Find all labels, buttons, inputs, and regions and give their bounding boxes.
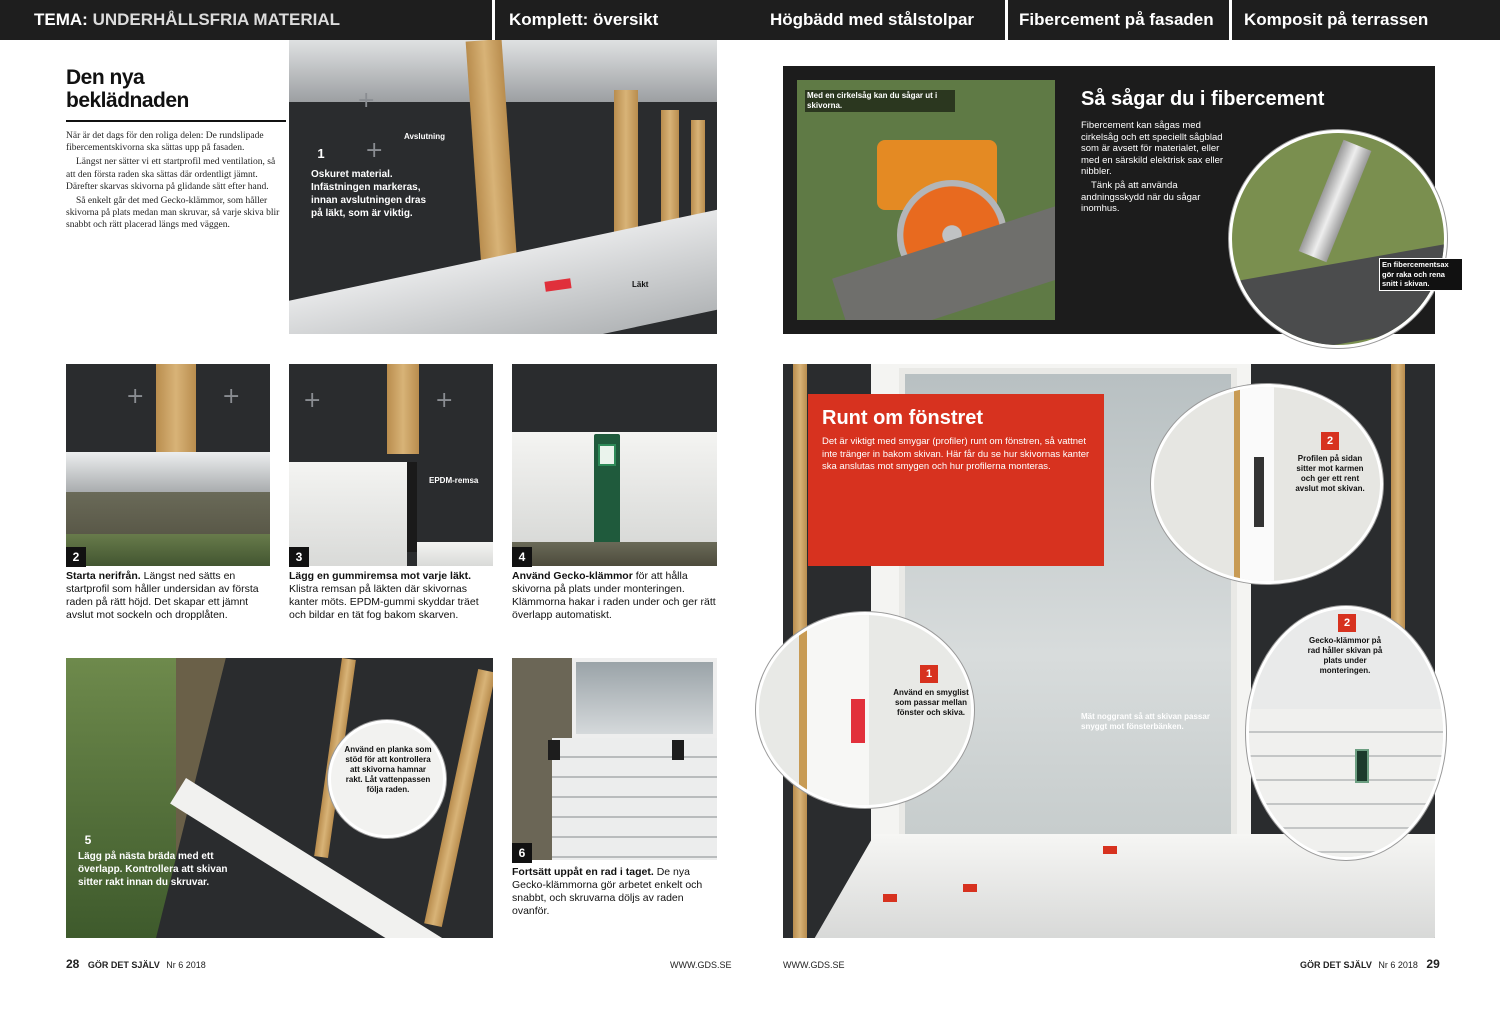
window-box-body: Det är viktigt med smygar (profiler) runt om fönstren, så vattnet inte tränger in bakom skivan. Här får du se hur skivornas kanter ska anslutas mot smygen och hur profilerna monteras.: [822, 436, 1090, 472]
ground: [512, 542, 717, 566]
intro-text: [66, 130, 281, 232]
clip-badge: [598, 444, 616, 466]
magazine-name: GÖR DET SJÄLV: [1300, 960, 1372, 970]
step2-photo: [66, 364, 270, 566]
step4-lead: Använd Gecko-klämmor: [512, 570, 633, 582]
magazine-name: GÖR DET SJÄLV: [87, 960, 160, 970]
red-tape: [1103, 846, 1117, 854]
fibercement-board: [417, 542, 493, 566]
window-bubble-1-text: Använd en smyglist som passar mellan fönster och skiva.: [893, 688, 969, 717]
step4-caption: [512, 570, 718, 622]
wrap-marking: +: [222, 384, 241, 409]
step5-bubble: [328, 720, 446, 838]
bubble-siding: [1249, 709, 1446, 860]
plants: [66, 534, 270, 566]
step-number: 1: [317, 146, 325, 161]
tema-title: UNDERHÅLLSFRIA MATERIAL: [92, 10, 340, 29]
nav-divider: [1229, 0, 1232, 40]
step6-photo: [512, 658, 717, 860]
gecko-clip: [548, 740, 560, 760]
wrap-marking: +: [365, 138, 384, 163]
saw-photo-caption: Med en cirkelsåg kan du sågar ut i skivorna.: [805, 90, 955, 112]
nav-tab-overview[interactable]: Komplett: översikt: [509, 10, 659, 29]
window-bubble-2b-number: 2: [1338, 614, 1356, 632]
bubble-profile: [1254, 457, 1264, 527]
starter-profile: [66, 452, 270, 492]
step1-label-b: Läkt: [632, 280, 649, 289]
issue-label: Nr 6 2018: [166, 960, 206, 970]
saw-photo: [797, 80, 1055, 320]
step4-text: för att hålla skivorna på plats under monteringen. Klämmorna hakar i raden under och ger rätt överlapp automatiskt.: [512, 570, 716, 621]
saw-inset-bubble: [1229, 130, 1447, 348]
intro-paragraph: Så enkelt går det med Gecko-klämmor, som håller skivorna på plats medan man skruvar, så varje skiva blir snabbt och rätt placerad längs med väggen.: [66, 196, 280, 231]
page-number-left: 28: [66, 957, 80, 971]
nav-tab-raised-bed[interactable]: Högbädd med stålstolpar: [770, 10, 975, 29]
batten: [614, 90, 638, 250]
step-number: 4: [512, 547, 532, 567]
title-rule: [66, 120, 286, 122]
step-number: 2: [66, 547, 86, 567]
step3-label: EPDM-remsa: [429, 476, 479, 485]
step1-text: Oskuret material. Infästningen markeras, innan avslutningen dras på läkt, som är viktig.: [311, 169, 427, 219]
step6-caption: [512, 866, 718, 918]
shrubs: [66, 658, 176, 938]
nav-divider: [492, 0, 495, 40]
title-line-2: beklädnaden: [66, 89, 189, 112]
wrap-marking: +: [126, 384, 145, 409]
page-number-right: 29: [1426, 957, 1440, 971]
wrap-marking: +: [435, 388, 454, 413]
window-info-box: [808, 394, 1104, 566]
window-bubble-1-number: 1: [920, 665, 938, 683]
nav-divider: [1005, 0, 1008, 40]
intro-paragraph: När är det dags för den roliga delen: De rundslipade fibercementskivorna ska sättas upp på fasaden.: [66, 131, 264, 154]
saw-box-paragraph: Fibercement kan sågas med cirkelsåg och ett speciellt sågblad som är avsett för materialet, eller med en särskild elektrisk sax eller nibbler.: [1081, 120, 1224, 178]
window-bubble-2b-text: Gecko-klämmor på rad håller skivan på plats under monteringen.: [1307, 636, 1383, 675]
step4-photo: [512, 364, 717, 566]
saw-box-title: Så sågar du i fibercement: [1081, 88, 1325, 110]
window-bubble-2a-number: 2: [1321, 432, 1339, 450]
step5-photo: [66, 658, 493, 938]
epdm-strip: [407, 462, 417, 552]
gecko-clip: [672, 740, 684, 760]
shears-tool: [1299, 140, 1372, 263]
window-row: [572, 658, 717, 738]
step3-lead: Lägg en gummiremsa mot varje läkt.: [289, 570, 472, 582]
footer-right: [1300, 957, 1440, 971]
footer-left-url[interactable]: WWW.GDS.SE: [670, 960, 732, 970]
article-title: [66, 66, 189, 112]
step2-lead: Starta nerifrån.: [66, 570, 141, 582]
step5-bubble-text: Använd en planka som stöd för att kontrollera att skivorna hamnar rakt. Låt vattenpassen följa raden.: [344, 745, 432, 794]
step3-caption: [289, 570, 495, 622]
step2-caption: [66, 570, 272, 622]
bubble-clip: [1355, 749, 1369, 783]
wrap-marking: +: [357, 88, 376, 113]
top-navigation: [0, 0, 1500, 40]
siding: [552, 738, 717, 860]
step3-text: Klistra remsan på läkten där skivornas kanter möts. EPDM-gummi skyddar träet och bildar en tät fog bakom skarven.: [289, 583, 479, 621]
saw-box-body: [1081, 120, 1239, 215]
saw-box-paragraph: Tänk på att använda andningsskydd när du sågar inomhus.: [1081, 179, 1201, 215]
batten: [387, 364, 419, 454]
step6-text: De nya Gecko-klämmorna gör arbetet enkelt och snabbt, och skruvarna döljs av raden ovanför.: [512, 866, 703, 917]
step1-photo: [289, 40, 717, 334]
nav-tab-fibercement[interactable]: Fibercement på fasaden: [1019, 10, 1214, 29]
step-number: 5: [84, 833, 92, 847]
window-box-title: Runt om fönstret: [822, 407, 984, 429]
title-line-1: Den nya: [66, 66, 145, 89]
footer-right-url[interactable]: WWW.GDS.SE: [783, 960, 845, 970]
section-label: [34, 0, 340, 40]
wrap-marking: +: [303, 388, 322, 413]
step3-photo: [289, 364, 493, 566]
step-number: 6: [512, 843, 532, 863]
saw-box: [783, 66, 1449, 334]
tema-prefix: TEMA:: [34, 10, 88, 29]
intro-paragraph: Längst ner sätter vi ett startprofil med ventilation, så att den första raden ska sättas där ordentligt jämnt. Därefter skarvas skivorna på glidande sätt efter hand.: [66, 157, 276, 192]
red-tape: [883, 894, 897, 902]
step5-text: Lägg på nästa bräda med ett överlapp. Kontrollera att skivan sitter rakt innan du skruvar.: [78, 851, 228, 888]
nav-tab-composite[interactable]: Komposit på terrassen: [1244, 10, 1429, 29]
window-caption: Mät noggrant så att skivan passar snyggt mot fönsterbänken.: [1081, 712, 1210, 731]
step1-label-a: Avslutning: [404, 132, 446, 141]
window-bubble-2a-text: Profilen på sidan sitter mot karmen och ger ett rent avslut mot skivan.: [1295, 454, 1365, 493]
red-clip: [851, 699, 865, 743]
saw-inset-caption: En fibercementsax gör raka och rena snitt i skivan.: [1379, 258, 1463, 291]
issue-label: Nr 6 2018: [1378, 960, 1418, 970]
footer-left: [66, 957, 206, 971]
red-tape: [963, 884, 977, 892]
step-number: 3: [289, 547, 309, 567]
step2-text: Längst ned sätts en startprofil som håller undersidan av första raden på rätt höjd. Det skapar ett jämnt avslut mot sockeln och dropplåten.: [66, 570, 259, 621]
step6-lead: Fortsätt uppåt en rad i taget.: [512, 866, 654, 878]
